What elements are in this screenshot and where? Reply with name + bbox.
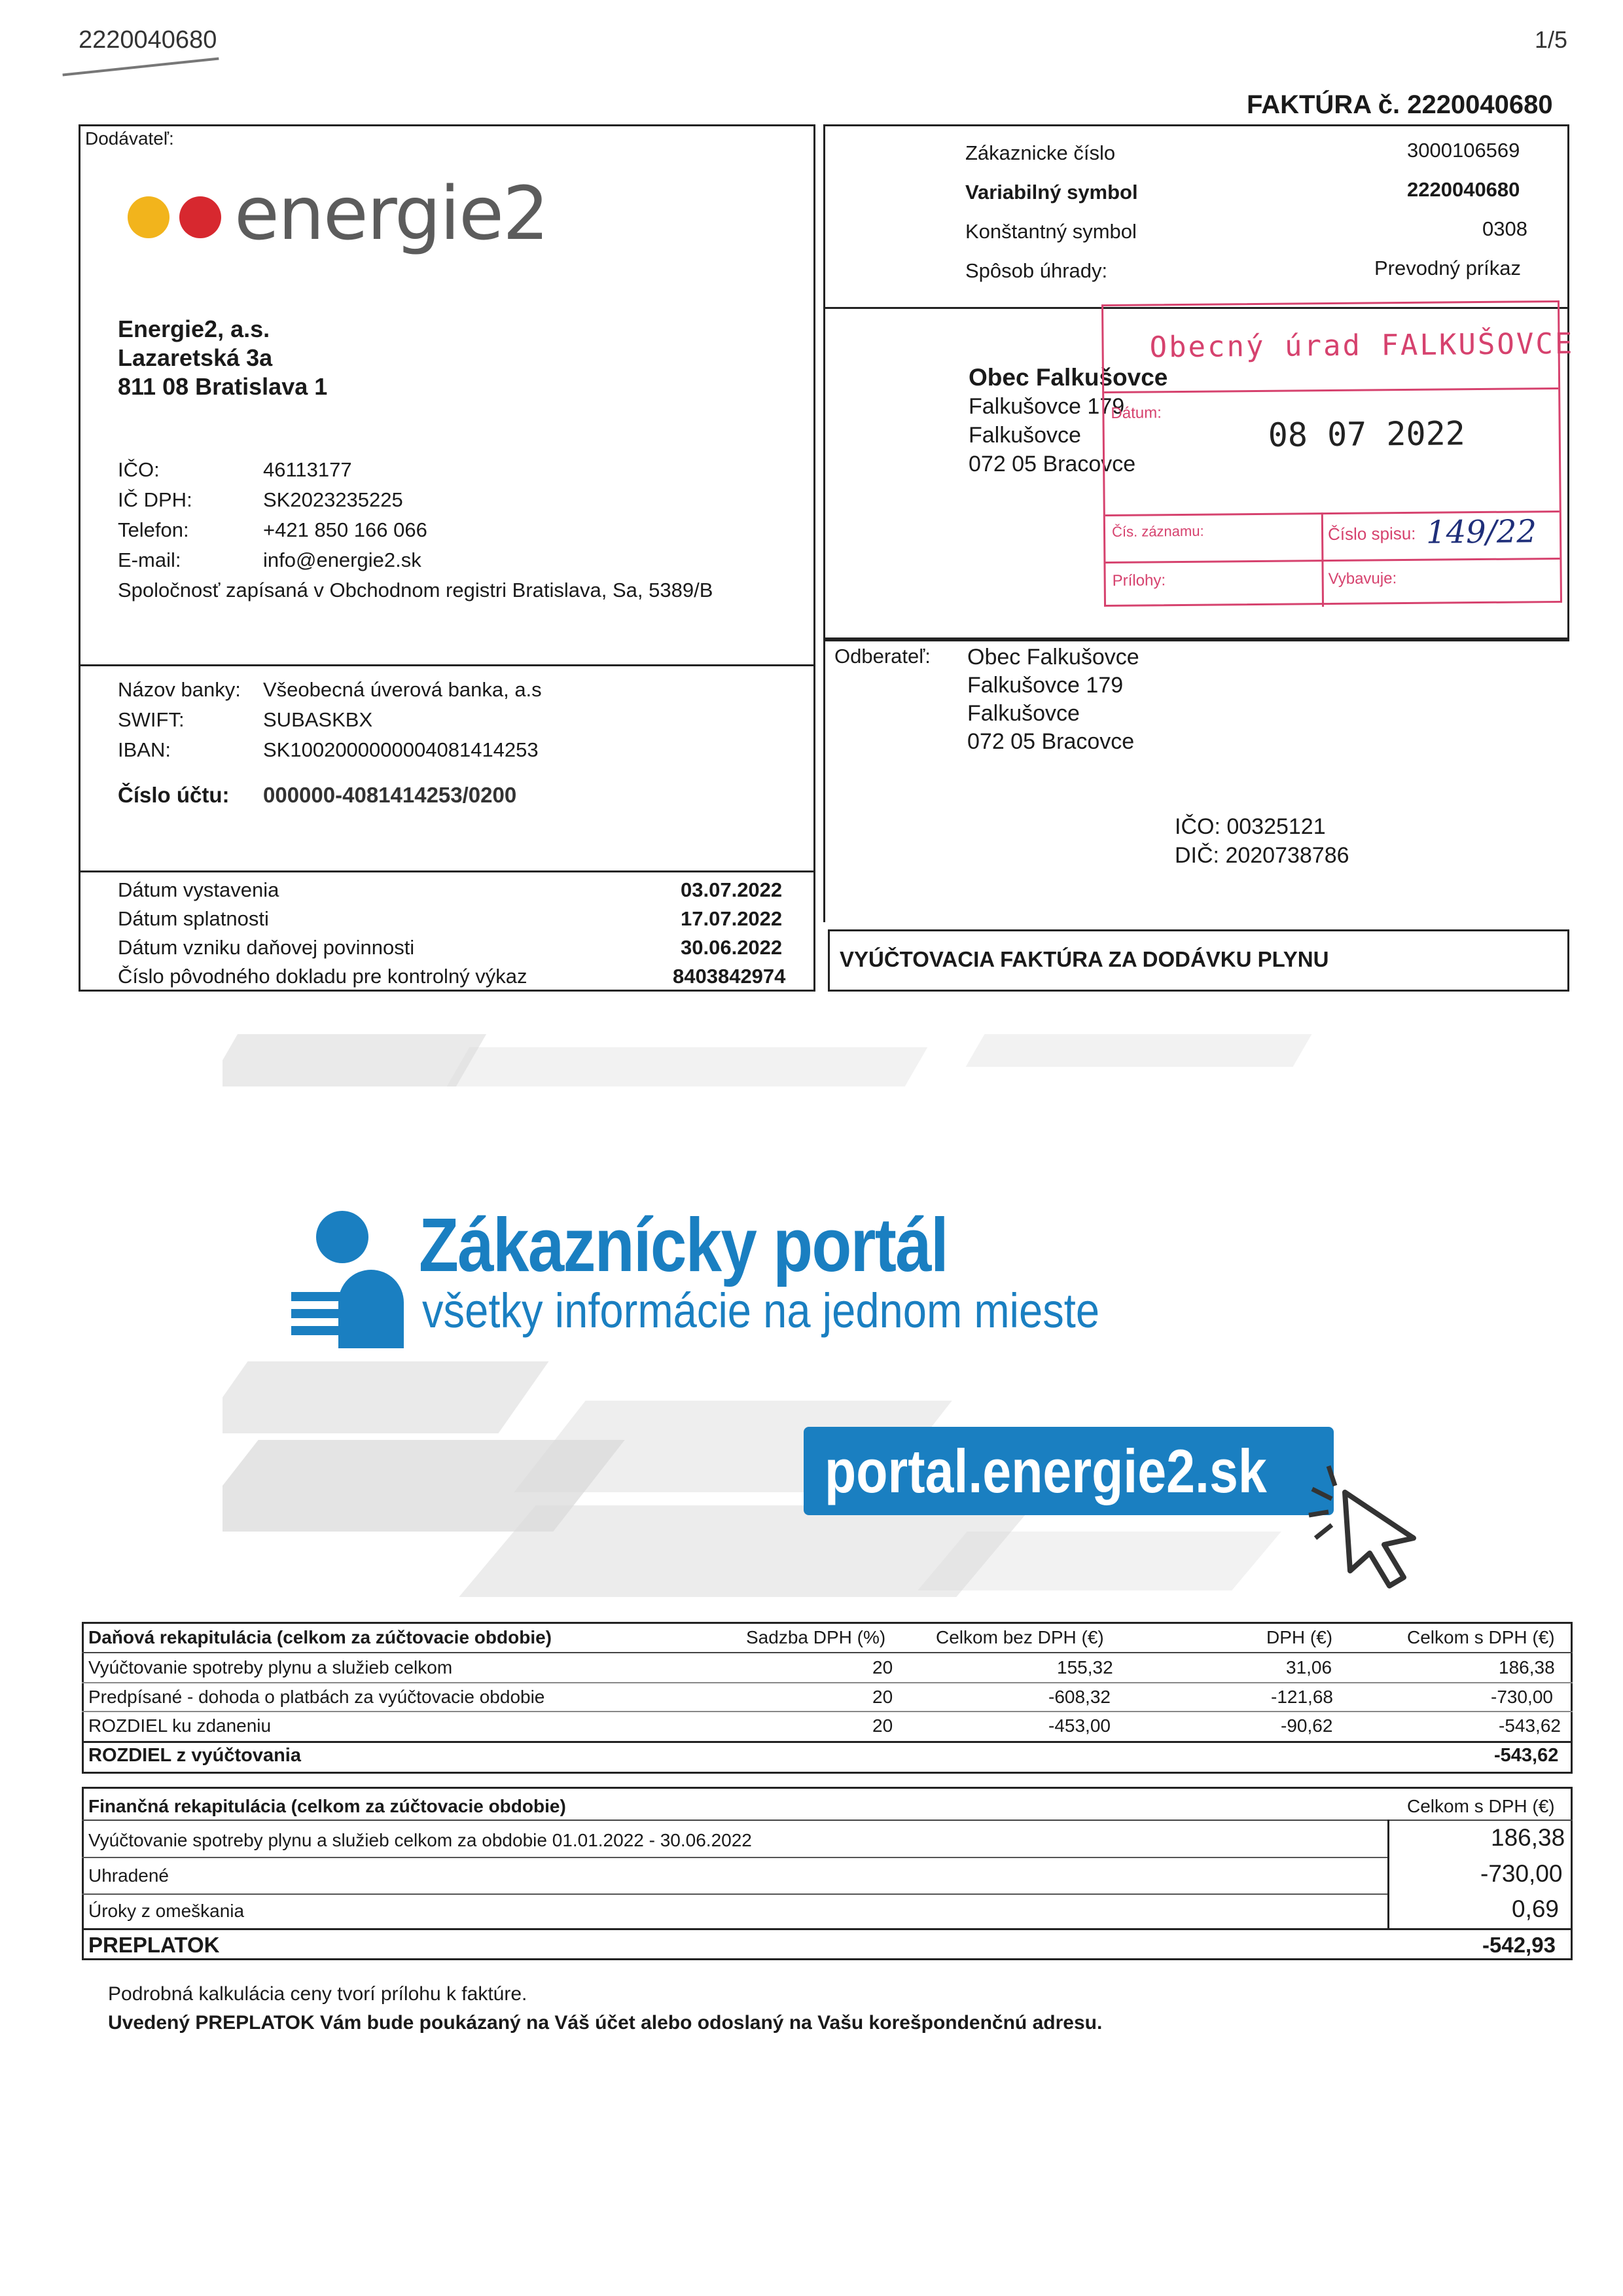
table-cell: Vyúčtovanie spotreby plynu a služieb celkom za obdobie 01.01.2022 - 30.06.2022 (88, 1830, 752, 1850)
footer-note: Podrobná kalkulácia ceny tvorí prílohu k faktúre. (108, 1983, 527, 2005)
stamp-line (1104, 387, 1558, 393)
supplier-city: 811 08 Bratislava 1 (118, 373, 328, 400)
tax-total-value: -543,62 (1494, 1745, 1559, 1766)
table-cell: 20 (872, 1715, 893, 1736)
date-label: Dátum vystavenia (118, 878, 279, 901)
phone-value: +421 850 166 066 (263, 518, 427, 541)
supplier-street: Lazaretská 3a (118, 344, 273, 371)
customer-name: Obec Falkušovce (967, 645, 1139, 670)
stamp-date-label: Dátum: (1111, 404, 1162, 422)
ico-value: 46113177 (263, 458, 352, 481)
stamp-file-value: 149/22 (1425, 513, 1537, 551)
supplier-divider-1 (79, 664, 815, 666)
account-value: 000000-4081414253/0200 (263, 783, 517, 807)
table-cell: -121,68 (1271, 1687, 1333, 1707)
table-cell: 31,06 (1286, 1657, 1332, 1677)
banner-tile (966, 1034, 1312, 1067)
stamp-title: Obecný úrad FALKUŠOVCE (1149, 327, 1575, 365)
table-cell: -730,00 (1480, 1860, 1563, 1887)
table-row-line (82, 1711, 1573, 1712)
supplier-divider-2 (79, 870, 815, 872)
fin-row-line (82, 1893, 1387, 1895)
tax-header-gross: Celkom s DPH (€) (1407, 1627, 1555, 1647)
stamp-reg-label: Čís. záznamu: (1111, 522, 1204, 540)
customer-label: Odberateľ: (834, 645, 931, 668)
supplier-name: Energie2, a.s. (118, 315, 270, 342)
table-cell: 20 (872, 1687, 893, 1707)
logo-red-dot (179, 196, 221, 238)
table-cell: 20 (872, 1657, 893, 1677)
swift-value: SUBASKBX (263, 708, 373, 731)
invoice-type: VYÚČTOVACIA FAKTÚRA ZA DODÁVKU PLYNU (840, 947, 1329, 971)
person-head (316, 1211, 368, 1263)
page-number: 1/5 (1535, 26, 1568, 53)
payment-value: 0308 (1482, 217, 1527, 240)
date-label: Dátum vzniku daňovej povinnosti (118, 936, 415, 959)
bank-value: Všeobecná úverová banka, a.s (263, 678, 542, 701)
date-value: 30.06.2022 (681, 936, 783, 959)
payment-value: 3000106569 (1407, 139, 1520, 162)
portal-person-icon (291, 1211, 402, 1342)
table-cell: Uhradené (88, 1865, 169, 1886)
table-cell: -608,32 (1048, 1687, 1111, 1707)
portal-subtitle: všetky informácie na jednom mieste (422, 1283, 1100, 1338)
customer-town: Falkušovce (967, 701, 1080, 726)
table-cell: Úroky z omeškania (88, 1901, 245, 1921)
footer-note-refund: Uvedený PREPLATOK Vám bude poukázaný na Váš účet alebo odoslaný na Vašu korešpondenčnú adresu. (108, 2012, 1103, 2034)
fin-col-line (1387, 1820, 1389, 1929)
swift-label: SWIFT: (118, 708, 185, 731)
tax-total-label: ROZDIEL z vyúčtovania (88, 1745, 301, 1766)
table-header-line (82, 1652, 1573, 1653)
customer-box (823, 639, 1569, 922)
registry-stamp (1101, 300, 1575, 607)
payment-label: Konštantný symbol (965, 220, 1137, 243)
person-line (291, 1326, 344, 1335)
stamp-handle-label: Vybavuje: (1328, 569, 1397, 588)
customer-zip-city: 072 05 Bracovce (967, 729, 1135, 754)
tax-header-vat: DPH (€) (1266, 1627, 1333, 1647)
customer-street: Falkušovce 179 (967, 673, 1124, 698)
fin-total-value: -542,93 (1482, 1933, 1556, 1957)
table-cell: ROZDIEL ku zdaneniu (88, 1715, 272, 1736)
tax-header-rate: Sadzba DPH (%) (746, 1627, 886, 1647)
fin-total-label: PREPLATOK (88, 1933, 220, 1957)
table-cell: 155,32 (1057, 1657, 1113, 1677)
fin-row-line (82, 1857, 1387, 1858)
table-cell: -90,62 (1281, 1715, 1333, 1736)
supplier-label: Dodávateľ: (85, 128, 174, 149)
person-line (291, 1292, 344, 1301)
ico-label: IČO: (118, 458, 160, 481)
portal-url[interactable]: portal.energie2.sk (825, 1437, 1267, 1505)
table-row-line (82, 1682, 1573, 1683)
scan-pen-mark (62, 57, 219, 76)
table-left-line (82, 1622, 84, 1774)
table-cell: Vyúčtovanie spotreby plynu a služieb celkom (88, 1657, 453, 1677)
stamp-date-value: 08 07 2022 (1268, 414, 1466, 454)
payment-label: Spôsob úhrady: (965, 259, 1108, 282)
table-bottom-line (82, 1772, 1573, 1774)
phone-label: Telefon: (118, 518, 189, 541)
payment-value: Prevodný príkaz (1374, 257, 1521, 279)
stamp-line (1105, 558, 1560, 564)
recipient-name: Obec Falkušovce (969, 364, 1168, 391)
energie2-logo (124, 171, 569, 257)
banner-tile (223, 1034, 486, 1086)
recipient-town: Falkušovce (969, 423, 1081, 448)
fin-header-title: Finančná rekapitulácia (celkom za zúčtovacie obdobie) (88, 1796, 566, 1816)
date-value: 8403842974 (673, 965, 786, 988)
table-total-line (82, 1741, 1573, 1743)
date-label: Číslo pôvodného dokladu pre kontrolný výkaz (118, 965, 527, 988)
payment-label: Zákaznicke číslo (965, 141, 1116, 164)
logo-text: energie2 (234, 171, 548, 257)
table-cell: -543,62 (1499, 1715, 1561, 1736)
fin-total-line (82, 1928, 1573, 1930)
invoice-title: FAKTÚRA č. 2220040680 (1247, 90, 1553, 119)
registry-note: Spoločnosť zapísaná v Obchodnom registri Bratislava, Sa, 5389/B (118, 579, 713, 601)
banner-tile (918, 1532, 1281, 1590)
person-line (291, 1309, 344, 1318)
table-cell: -730,00 (1491, 1687, 1553, 1707)
table-cell: 186,38 (1491, 1824, 1565, 1851)
portal-title: Zákaznícky portál (419, 1202, 948, 1287)
scan-doc-number: 2220040680 (79, 26, 217, 54)
table-cell: -453,00 (1048, 1715, 1111, 1736)
recipient-street: Falkušovce 179 (969, 394, 1125, 419)
table-right-line (1571, 1622, 1573, 1774)
stamp-attach-label: Prílohy: (1112, 571, 1166, 590)
fin-header-line (82, 1820, 1573, 1821)
logo-yellow-dot (128, 196, 169, 238)
table-cell: 186,38 (1499, 1657, 1555, 1677)
table-cell: 0,69 (1512, 1895, 1560, 1922)
banner-tile (447, 1047, 928, 1086)
table-top-line (82, 1622, 1573, 1624)
recipient-zip-city: 072 05 Bracovce (969, 452, 1136, 476)
icdph-value: SK2023235225 (263, 488, 403, 511)
tax-header-title: Daňová rekapitulácia (celkom za zúčtovacie obdobie) (88, 1627, 552, 1647)
payment-label: Variabilný symbol (965, 181, 1138, 204)
account-label: Číslo účtu: (118, 783, 230, 807)
date-value: 03.07.2022 (681, 878, 783, 901)
table-cell: Predpísané - dohoda o platbách za vyúčtovacie obdobie (88, 1687, 545, 1707)
icdph-label: IČ DPH: (118, 488, 192, 511)
cursor-click-icon (1299, 1463, 1430, 1594)
email-value: info@energie2.sk (263, 548, 421, 571)
stamp-file-label: Číslo spisu: (1327, 523, 1416, 545)
date-label: Dátum splatnosti (118, 907, 269, 930)
person-body (338, 1270, 404, 1348)
customer-dic: DIČ: 2020738786 (1175, 843, 1349, 868)
date-value: 17.07.2022 (681, 907, 783, 930)
customer-ico: IČO: 00325121 (1175, 814, 1326, 839)
bank-label: Názov banky: (118, 678, 241, 701)
payment-value: 2220040680 (1407, 178, 1520, 201)
iban-label: IBAN: (118, 738, 171, 761)
banner-tile (223, 1361, 549, 1433)
fin-header-value: Celkom s DPH (€) (1407, 1796, 1555, 1816)
iban-value: SK1002000000004081414253 (263, 738, 539, 761)
email-label: E-mail: (118, 548, 181, 571)
customer-left-line (823, 639, 825, 922)
tax-header-net: Celkom bez DPH (€) (936, 1627, 1104, 1647)
